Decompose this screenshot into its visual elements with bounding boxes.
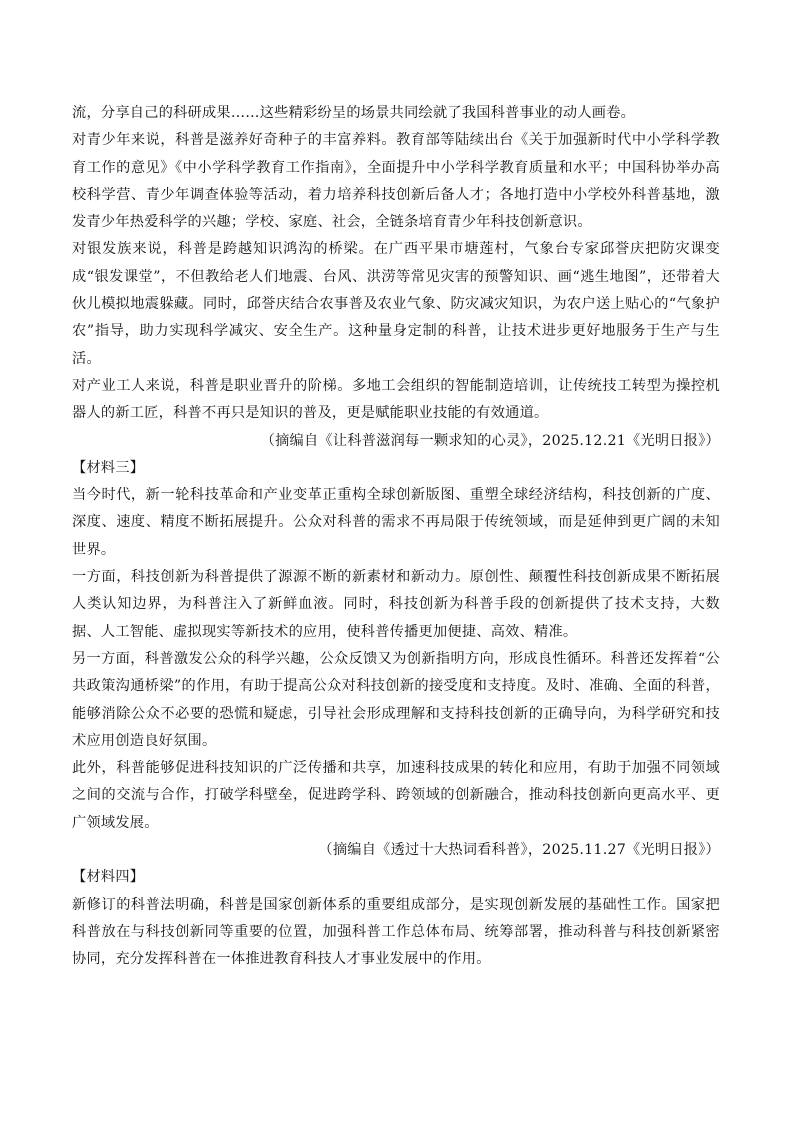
document-body	[72, 100, 720, 974]
source-citation-3: （摘编自《透过十大热词看科普》，2025.11.27《光明日报》）	[318, 842, 720, 859]
section-heading-material-4: 【材料四】	[72, 869, 145, 886]
paragraph-other-side: 另一方面，科普激发公众的科学兴趣，公众反馈又为创新指明方向，形成良性循环。科普还发挥着“公共政策沟通桥梁”的作用，有助于提高公众对科技创新的接受度和支持度。及时、准确、全面的科普，能够消除公众不必要的恐慌和疑虑，引导社会形成理解和支持科技创新的正确导向，为科学研究和技术应用创造良好氛围。	[72, 650, 720, 749]
paragraph-workers: 对产业工人来说，科普是职业晋升的阶梯。多地工会组织的智能制造培训，让传统技工转型为操控机器人的新工匠，科普不再只是知识的普及，更是赋能职业技能的有效通道。	[72, 377, 720, 422]
paragraph-one-side: 一方面，科技创新为科普提供了源源不断的新素材和新动力。原创性、颠覆性科技创新成果不断拓展人类认知边界，为科普注入了新鲜血液。同时，科技创新为科普手段的创新提供了技术支持，大数据、人工智能、虚拟现实等新技术的应用，使科普传播更加便捷、高效、精准。	[72, 569, 720, 640]
source-citation-2: （摘编自《让科普滋润每一颗求知的心灵》，2025.12.21《光明日报》）	[260, 432, 720, 449]
paragraph-elderly: 对银发族来说，科普是跨越知识鸿沟的桥梁。在广西平果市塘莲村，气象台专家邱誉庆把防灾课变成“银发课堂”，不但教给老人们地震、台风、洪涝等常见灾害的预警知识、画“逃生地图”，还带着大伙儿模拟地震躲藏。同时，邱誉庆结合农事普及农业气象、防灾减灾知识，为农户送上贴心的“气象护农”指导，助力实现科学减灾、安全生产。这种量身定制的科普，让技术进步更好地服务于生产与生活。	[72, 241, 720, 367]
paragraph-youth: 对青少年来说，科普是滋养好奇种子的丰富养料。教育部等陆续出台《关于加强新时代中小学科学教育工作的意见》《中小学科学教育工作指南》，全面提升中小学科学教育质量和水平；中国科协举办高校科学营、青少年调查体验等活动，着力培养科技创新后备人才；各地打造中小学校外科普基地，激发青少年热爱科学的兴趣；学校、家庭、社会，全链条培育青少年科技创新意识。	[72, 132, 720, 231]
section-heading-material-3: 【材料三】	[72, 459, 145, 476]
paragraph-era: 当今时代，新一轮科技革命和产业变革正重构全球创新版图、重塑全球经济结构，科技创新的广度、深度、速度、精度不断拓展提升。公众对科普的需求不再局限于传统领域，而是延伸到更广阔的未知世界。	[72, 487, 720, 558]
paragraph-continuation: 流，分享自己的科研成果……这些精彩纷呈的场景共同绘就了我国科普事业的动人画卷。	[72, 105, 636, 121]
paragraph-law: 新修订的科普法明确，科普是国家创新体系的重要组成部分，是实现创新发展的基础性工作。国家把科普放在与科技创新同等重要的位置，加强科普工作总体布局、统筹部署，推动科普与科技创新紧密协同，充分发挥科普在一体推进教育科技人才事业发展中的作用。	[72, 896, 720, 968]
paragraph-besides: 此外，科普能够促进科技知识的广泛传播和共享，加速科技成果的转化和应用，有助于加强不同领域之间的交流与合作，打破学科壁垒，促进跨学科、跨领域的创新融合，推动科技创新向更高水平、更广领域发展。	[72, 760, 720, 831]
